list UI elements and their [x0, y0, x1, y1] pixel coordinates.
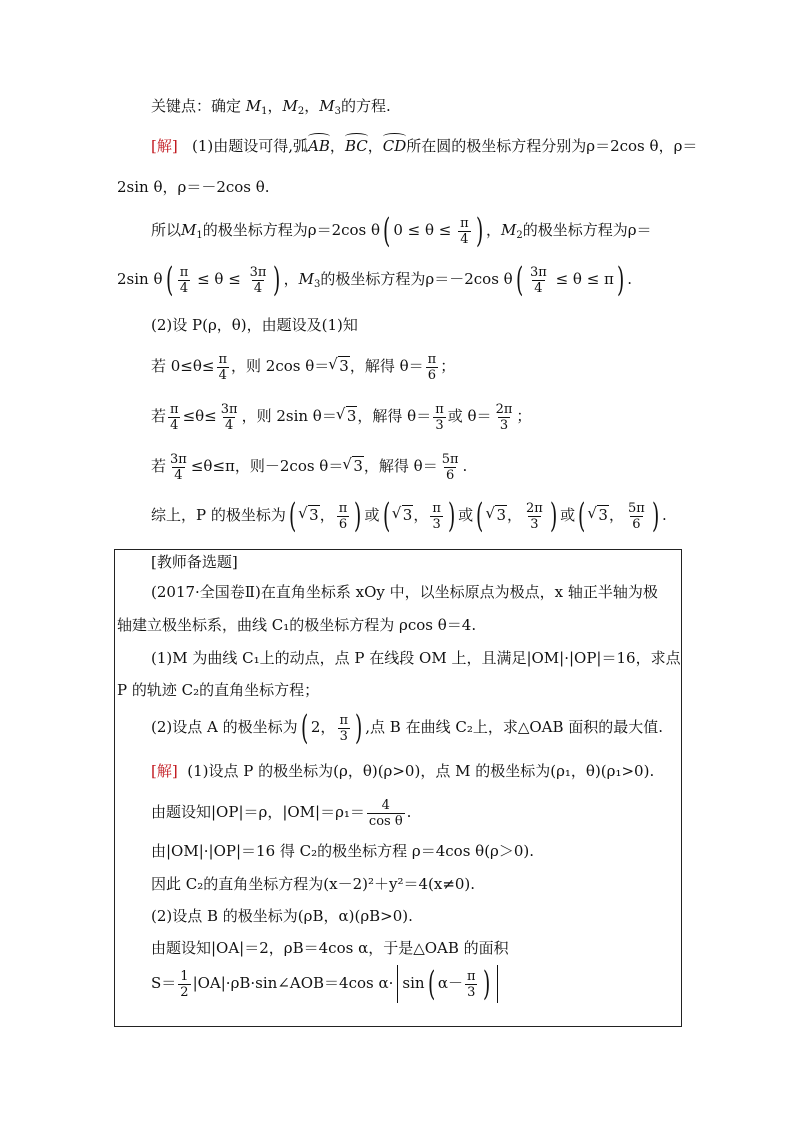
- summary-line: 综上，P 的极坐标为(√ 3， $\frac{\pi}{6}$ ) 或(√ 3， $\frac{\pi}{3}$ ) 或(√ 3， $\frac{2\pi}{3}$ ) 或(√ 3， $\frac{5\pi}{6}$ ) .: [151, 497, 667, 533]
- case3-line: 若 $\frac{3\pi}{4}$ ≤θ≤π，则－2cos θ＝√ 3，解得 θ＝ $\frac{5\pi}{6}$ .: [151, 450, 467, 483]
- box-solution-line-4: 因此 C₂的直角坐标方程为(x－2)²＋y²＝4(x≠0).: [151, 875, 476, 893]
- question1-line-1: (1)M 为曲线 C₁上的动点，点 P 在线段 OM 上，且满足|OM|·|OP|＝16，求点: [151, 649, 681, 667]
- case1-line: 若 0≤θ≤ $\frac{\pi}{4}$ ，则 2cos θ＝√ 3，解得 θ＝ $\frac{\pi}{6}$ ；: [151, 350, 455, 383]
- part1-eq-line: 2sin θ，ρ＝－2cos θ.: [117, 178, 270, 196]
- box-solution-line-6: 由题设知|OA|＝2，ρB＝4cos α，于是△OAB 的面积: [151, 939, 509, 957]
- question-line-2: 轴建立极坐标系，曲线 C₁的极坐标方程为 ρcos θ＝4.: [117, 616, 477, 634]
- m2-m3-line: 2sin θ( $\frac{\pi}{4}$ ≤ θ ≤ $\frac{3\pi}{4}$ ) ，$M_3$的极坐标方程为ρ＝－2cos θ( $\frac{3\pi}{4}$ ≤ θ ≤ π) .: [117, 260, 632, 300]
- box-solution-line-5: (2)设点 B 的极坐标为(ρB，α)(ρB>0).: [151, 907, 413, 925]
- key-point-line: 关键点：确定 $M_1$，$M_2$，$M_3$的方程.: [151, 97, 391, 117]
- case2-line: 若 $\frac{\pi}{4}$ ≤θ≤ $\frac{3\pi}{4}$ ，则 2sin θ＝√ 3，解得 θ＝ $\frac{\pi}{3}$ 或 θ＝ $\frac{2\pi}{3}$ ；: [151, 400, 531, 433]
- question1-line-2: P 的轨迹 C₂的直角坐标方程；: [117, 681, 320, 699]
- box-jie-tag: [解]: [151, 762, 178, 780]
- question2-line: (2)设点 A 的极坐标为( 2， $\frac{\pi}{3}$ ) ,点 B 在曲线 C₂上，求△OAB 面积的最大值.: [151, 708, 664, 748]
- part2-intro-line: (2)设 P(ρ，θ)，由题设及(1)知: [151, 316, 358, 334]
- box-solution-line-2: 由题设知|OP|＝ρ，|OM|＝ρ₁＝ $\frac{4}{\text{cos θ}}$ .: [151, 797, 412, 829]
- m1-m2-line: 所以$M_1$的极坐标方程为ρ＝2cos θ( 0 ≤ θ ≤ $\frac{\pi}{4}$ ) ，$M_2$的极坐标方程为ρ＝: [151, 211, 652, 251]
- box-solution-line-1: [解] (1)设点 P 的极坐标为(ρ，θ)(ρ>0)，点 M 的极坐标为(ρ₁，θ)(ρ₁>0).: [151, 762, 655, 780]
- area-formula-line: S＝ $\frac{1}{2}$ |OA|·ρB·sin∠AOB＝4cos α· sin( α－ $\frac{\pi}{3}$ ): [151, 963, 502, 1003]
- jie-tag: [解]: [151, 137, 178, 155]
- teacher-box-title: [教师备选题]: [151, 553, 238, 571]
- part1-intro-line: [解] (1)由题设可得,弧AB，BC，CD所在圆的极坐标方程分别为ρ＝2cos θ，ρ＝: [151, 137, 698, 155]
- question-line-1: (2017·全国卷Ⅱ)在直角坐标系 xOy 中，以坐标原点为极点，x 轴正半轴为极: [151, 583, 658, 601]
- box-solution-line-3: 由|OM|·|OP|＝16 得 C₂的极坐标方程 ρ＝4cos θ(ρ＞0).: [151, 842, 535, 860]
